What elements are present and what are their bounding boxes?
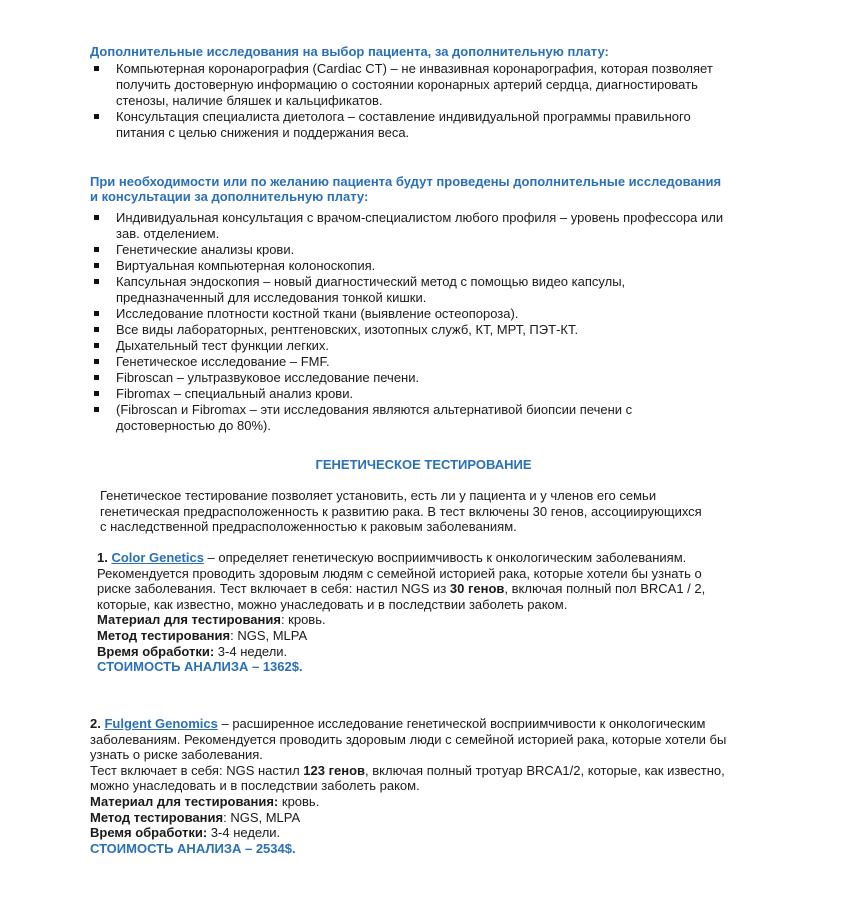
test2-genes: 123 генов [303, 762, 366, 778]
color-genetics-link[interactable]: Color Genetics [111, 550, 204, 565]
test1-number: 1. [97, 550, 108, 565]
list-item-text: Fibroscan – ультразвуковое исследование печени. [116, 370, 420, 385]
material-label: Материал для тестирования [97, 612, 281, 628]
test2-price: СТОИМОСТЬ АНАЛИЗА – 2534$. [90, 840, 296, 856]
test1-desc-b: , включая полный пол BRCA1 / 2, которые, как известно, можно унаследовать и в последствии заболеть раком. [97, 581, 706, 612]
test2-number: 2. [90, 716, 101, 731]
bullet-icon [94, 66, 99, 71]
list-item [90, 109, 730, 141]
list-item [90, 354, 730, 370]
time-label: Время обработки: [90, 825, 208, 841]
test2-desc-b-post: , включая полный тротуар BRCA1/2, которые, как известно, можно унаследовать и в последствии заболеть раком. [90, 762, 725, 794]
bullet-icon [94, 375, 99, 380]
list-item-text: Генетические анализы крови. [116, 242, 295, 257]
section2-title: При необходимости или по желанию пациента будут проведены дополнительные исследования и консультации за дополнительную плату: [90, 174, 722, 204]
test1-method [97, 628, 737, 644]
test1-desc-a: – определяет генетическую восприимчивость к онкологическим заболеваниям. Рекомендуется проводить здоровым людям с семейной историей рака, которые хотели бы узнать о риске заболевания. Тест включает в себя: настил NGS из [97, 550, 702, 597]
test2-block [90, 716, 740, 856]
list-item-text: Индивидуальная консультация с врачом-специалистом любого профиля – уровень профессора или зав. отделением. [116, 210, 724, 241]
material-label: Материал для тестирования: [90, 793, 279, 809]
list-item [90, 242, 730, 258]
list-item [90, 258, 730, 274]
test1-genes: 30 генов [449, 581, 505, 597]
list-item [90, 61, 730, 109]
list-item [90, 210, 730, 242]
bullet-icon [94, 407, 99, 412]
bullet-icon [94, 391, 99, 396]
bullet-icon [94, 359, 99, 364]
list-item [90, 274, 730, 306]
genetic-intro: Генетическое тестирование позволяет установить, есть ли у пациента и у членов его семьи генетическая предрасположенность к развитию рака. В тест включены 30 генов, ассоциирующихся с наследственной предрасположенностью к раковым заболеваниям. [100, 488, 702, 535]
bullet-icon [94, 263, 99, 268]
time-value: 3-4 недели. [207, 825, 281, 841]
list-item [90, 370, 730, 386]
method-label: Метод тестирования [97, 627, 231, 643]
bullet-icon [94, 215, 99, 220]
list-item-text: Компьютерная коронарография (Cardiac CT) – не инвазивная коронарография, которая позволяет получить достоверную информацию о состоянии коронарных артерий сердца, диагностировать стенозы, наличие бляшек и кальцификатов. [116, 61, 713, 108]
bullet-icon [94, 247, 99, 252]
test1-block [97, 550, 737, 675]
test2-includes [90, 763, 740, 794]
test2-desc-b-pre: Тест включает в себя: NGS настил [90, 762, 304, 778]
list-item [90, 322, 730, 338]
time-label: Время обработки: [97, 643, 215, 659]
section2-list [90, 210, 730, 434]
bullet-icon [94, 343, 99, 348]
list-item [90, 402, 730, 434]
test1-time [97, 644, 737, 660]
bullet-icon [94, 327, 99, 332]
list-item-text: Генетическое исследование – FMF. [116, 354, 330, 369]
section1-list [90, 61, 730, 141]
section1-title: Дополнительные исследования на выбор пациента, за дополнительную плату: [90, 44, 609, 59]
bullet-icon [94, 311, 99, 316]
list-item [90, 338, 730, 354]
test2-method [90, 810, 740, 826]
bullet-icon [94, 114, 99, 119]
test1-price: СТОИМОСТЬ АНАЛИЗА – 1362$. [97, 659, 303, 675]
list-item-text: Капсульная эндоскопия – новый диагностический метод с помощью видео капсулы, предназначенный для исследования тонкой кишки. [116, 274, 626, 305]
list-item-text: Дыхательный тест функции легких. [116, 338, 330, 353]
material-value: : кровь. [280, 612, 326, 628]
list-item-text: Виртуальная компьютерная колоноскопия. [116, 258, 376, 273]
method-value: : NGS, MLPA [223, 809, 301, 825]
test1-description [97, 550, 737, 612]
list-item [90, 386, 730, 402]
test2-time [90, 825, 740, 841]
list-item-text: Fibromax – специальный анализ крови. [116, 386, 354, 401]
method-value: : NGS, MLPA [230, 627, 308, 643]
list-item-text: Исследование плотности костной ткани (выявление остеопороза). [116, 306, 519, 321]
method-label: Метод тестирования [90, 809, 224, 825]
list-item-text: (Fibroscan и Fibromax – эти исследования являются альтернативой биопсии печени с достоверностью до 80%). [116, 402, 633, 433]
fulgent-genomics-link[interactable]: Fulgent Genomics [104, 716, 218, 731]
test2-material [90, 794, 740, 810]
genetic-testing-title: ГЕНЕТИЧЕСКОЕ ТЕСТИРОВАНИЕ [315, 457, 532, 472]
test2-desc-a: – расширенное исследование генетической восприимчивости к онкологическим заболеваниям. Рекомендуется проводить здоровым люди с семейной историей рака, которые хотели бы узнать о риске заболевания. [90, 716, 727, 763]
list-item-text: Консультация специалиста диетолога – составление индивидуальной программы правильного питания с целью снижения и поддержания веса. [116, 109, 691, 140]
test1-material [97, 612, 737, 628]
time-value: 3-4 недели. [214, 643, 288, 659]
bullet-icon [94, 279, 99, 284]
list-item-text: Все виды лабораторных, рентгеновских, изотопных служб, КТ, МРТ, ПЭТ-КТ. [116, 322, 579, 337]
list-item [90, 306, 730, 322]
material-value: кровь. [278, 793, 320, 809]
test2-description [90, 716, 740, 763]
